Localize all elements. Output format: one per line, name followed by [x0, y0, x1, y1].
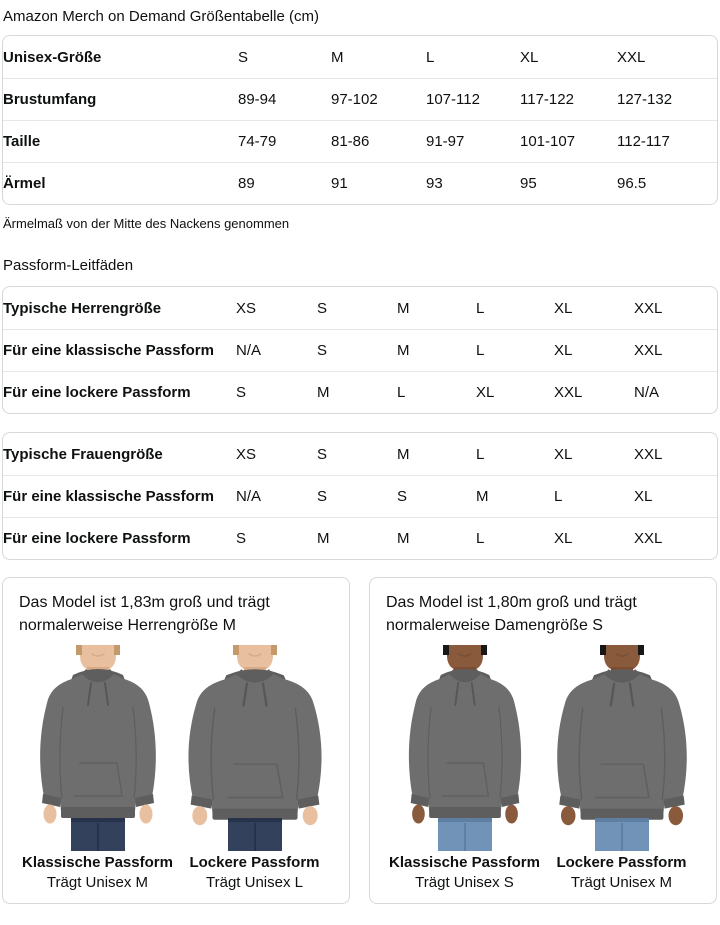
cell: 89-94	[238, 78, 331, 120]
table-header-row	[3, 287, 717, 329]
row-label: Für eine klassische Passform	[3, 475, 236, 517]
cell: M	[397, 329, 476, 371]
cell: S	[236, 371, 317, 413]
table-header-row	[3, 36, 717, 78]
column-header: XXL	[634, 299, 663, 317]
male-classic-fit-photo-icon	[23, 645, 173, 851]
column-header: L	[476, 299, 485, 317]
cell: N/A	[236, 329, 317, 371]
row-label: Für eine lockere Passform	[3, 517, 236, 559]
mens-fit-table	[2, 286, 718, 414]
cell: XL	[476, 371, 554, 413]
column-header: XXL	[634, 445, 663, 463]
fit-label: Klassische Passform	[22, 854, 173, 872]
womens-fit-table	[2, 432, 718, 560]
cell: M	[397, 517, 476, 559]
cell: L	[554, 475, 634, 517]
column-header: XS	[236, 445, 257, 463]
column-header: S	[317, 299, 328, 317]
column-header: M	[331, 48, 344, 66]
fit-label: Klassische Passform	[389, 854, 540, 872]
column-header: L	[476, 445, 485, 463]
cell: M	[317, 371, 397, 413]
column-header: XS	[236, 299, 257, 317]
cell: XXL	[634, 517, 717, 559]
row-label: Für eine lockere Passform	[3, 371, 236, 413]
size-label: Trägt Unisex M	[570, 874, 673, 892]
cell: 127-132	[617, 78, 717, 120]
column-header: XL	[554, 299, 573, 317]
model-description: Das Model ist 1,80m groß und trägt normalerweise Damengröße S	[386, 594, 637, 634]
female-classic-fit-photo-icon	[390, 645, 540, 851]
table-row	[3, 78, 717, 120]
cell: N/A	[236, 475, 317, 517]
cell: S	[317, 475, 397, 517]
cell: 95	[520, 162, 617, 204]
cell: 97-102	[331, 78, 426, 120]
size-label: Trägt Unisex L	[206, 874, 303, 892]
column-header: Typische Frauengröße	[3, 445, 163, 463]
cell: S	[317, 329, 397, 371]
column-header: M	[397, 445, 410, 463]
size-label: Trägt Unisex S	[415, 874, 514, 892]
row-label: Brustumfang	[3, 78, 238, 120]
cell: L	[476, 329, 554, 371]
cell: XXL	[554, 371, 634, 413]
model-description: Das Model ist 1,83m groß und trägt normalerweise Herrengröße M	[19, 594, 270, 634]
loose-fit-figure	[543, 645, 700, 891]
cell: N/A	[634, 371, 717, 413]
cell: XL	[554, 329, 634, 371]
cell: M	[476, 475, 554, 517]
female-model-card	[369, 577, 717, 904]
column-header: S	[317, 445, 328, 463]
table-row	[3, 475, 717, 517]
cell: 91	[331, 162, 426, 204]
cell: XL	[634, 475, 717, 517]
table-header-row	[3, 433, 717, 475]
classic-fit-figure	[19, 645, 176, 891]
fit-label: Lockere Passform	[556, 854, 687, 872]
row-label: Taille	[3, 120, 238, 162]
table-row	[3, 329, 717, 371]
cell: L	[476, 517, 554, 559]
cell: 93	[426, 162, 520, 204]
table-row	[3, 162, 717, 204]
classic-fit-figure	[386, 645, 543, 891]
cell: 74-79	[238, 120, 331, 162]
cell: S	[397, 475, 476, 517]
column-header: Unisex-Größe	[3, 48, 102, 66]
model-cards-row	[2, 577, 718, 904]
table-row	[3, 517, 717, 559]
cell: 81-86	[331, 120, 426, 162]
cell: L	[397, 371, 476, 413]
table-row	[3, 120, 717, 162]
column-header: M	[397, 299, 410, 317]
column-header: XL	[520, 48, 539, 66]
cell: 112-117	[617, 120, 717, 162]
fit-label: Lockere Passform	[189, 854, 320, 872]
fit-guides-title: Passform-Leitfäden	[3, 257, 134, 274]
page-title: Amazon Merch on Demand Größentabelle (cm)	[3, 8, 319, 25]
cell: S	[236, 517, 317, 559]
column-header: S	[238, 48, 249, 66]
row-label: Für eine klassische Passform	[3, 329, 236, 371]
male-model-card	[2, 577, 350, 904]
cell: 96.5	[617, 162, 717, 204]
row-label: Ärmel	[3, 162, 238, 204]
column-header: XXL	[617, 48, 646, 66]
table-row	[3, 371, 717, 413]
sleeve-measure-note: Ärmelmaß von der Mitte des Nackens genommen	[3, 216, 290, 231]
column-header: XL	[554, 445, 573, 463]
cell: 101-107	[520, 120, 617, 162]
size-label: Trägt Unisex M	[46, 874, 149, 892]
cell: 89	[238, 162, 331, 204]
male-loose-fit-photo-icon	[180, 645, 330, 851]
cell: 91-97	[426, 120, 520, 162]
cell: XXL	[634, 329, 717, 371]
column-header: L	[426, 48, 435, 66]
cell: XL	[554, 517, 634, 559]
female-loose-fit-photo-icon	[547, 645, 697, 851]
cell: 107-112	[426, 78, 520, 120]
column-header: Typische Herrengröße	[3, 299, 162, 317]
loose-fit-figure	[176, 645, 333, 891]
unisex-size-table	[2, 35, 718, 205]
cell: 117-122	[520, 78, 617, 120]
cell: M	[317, 517, 397, 559]
